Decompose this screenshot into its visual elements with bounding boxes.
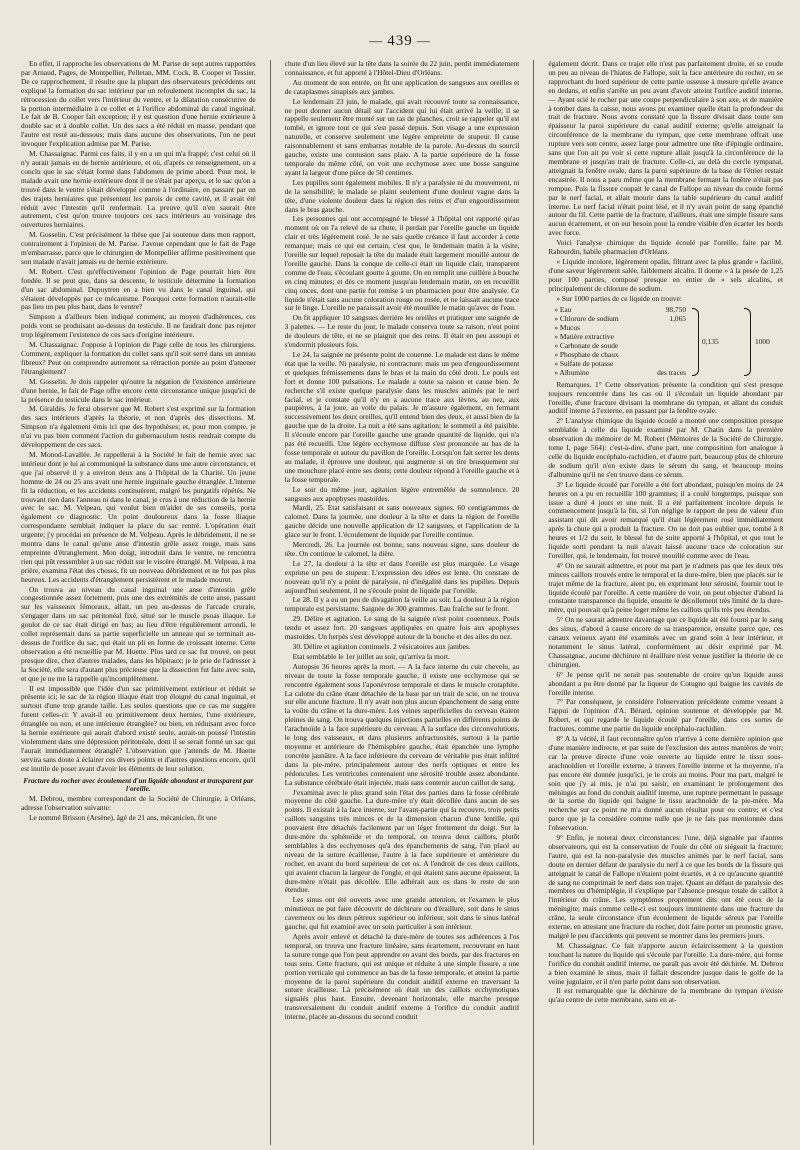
row-value [648,351,686,360]
page-header [0,31,800,51]
paragraph: « Liquide incolore, légèrement opalin, filtrant avec la plus grande » facilité, d'une saveur légèrement salée, faiblement alcalin. Il donne » à la pesée de 1,25 pour 100 parties, composé presque en entier de » sels alcalins, et principalement de chlorure de sodium. [548,256,784,293]
paragraph: Mercredi, 26. La journée est bonne, sans nouveau signe, sans douleur de tête. On continue le calomel, la diète. [284,540,520,558]
paragraph: Les sinus ont été ouverts avec une grande attention, et l'examen le plus minutieux ne put faire découvrir de déchirure ou d'éraillure, soit dans le sinus caverneux ou les deux pétreux supérieur ou inférieur, soit dans le sinus latéral gauche, qui fut examiné avec un soin particulier à son intérieur. [284,895,520,932]
brace-right [744,308,751,375]
paragraph: En effet, il rapproche les observations de M. Parise de sept autres rapportées par Arnaud, Pages, de Montpellier, Pelletan, MM. Cock, B. Cooper et Tessier. De ce rapprochement, il résulte que la plupart des observateurs précédents ont expliqué la formation du sac intérieur par un refoulement incomplet du sac, la rétrocession du collet vers l'intérieur du ventre, et la dilatation consécutive de la portion intermédiaire à ce collet et à l'orifice abdominal du canal inguinal. Le fait de B. Cooper fait exception; il y est question d'une hernie extérieure à double sac et à double collet. Un des sacs a été réduit en masse, pendant que l'autre est resté au-dessous; mais dans aucune des observations, l'on ne peut invoquer l'explication admise par M. Parise. [21,60,256,149]
row-value: des traces [657,367,687,377]
row-label: » Sulfate de potasse [554,358,614,368]
paragraph: Le lendemain 23 juin, le malade, qui avait recouvré toute sa connaissance, ne peut donner aucun détail sur l'accident qui lui était arrivé la veille; il se rappelle seulement être monté sur un tas de planches, croit se rappeler qu'il est tombé, et ignore tout ce qui s'est passé depuis. Son visage a une expression naturelle, et conserve seulement une légère empreinte de stupeur. Il cause raisonnablement et sans embarras notable de la parole. Au-dessus du sourcil gauche, existe une contusion sans plaie. A la partie supérieure de la fosse temporale du même côté, on voit une ecchymose avec une bosse sanguine ayant la largeur d'une pièce de 50 centimes. [284,96,520,177]
column-rule [533,60,534,1145]
paragraph: M. Chassaignac. J'oppose à l'opinion de Page celle de tous les chirurgiens. Comment, expliquer la formation du collet sans qu'il soit serré dans un anneau fibreux? Peut on comprendre autrement sa rétraction portée au point d'amener l'étranglement? [21,340,256,376]
paragraph: Après avoir enlevé et détaché la dure-mère de toutes ses adhérences à l'os temporal, on trouva une fracture linéaire, sans écartement, recouvrant en haut la suture ronge que l'on peut apprendre en avant des bords, par des fractures en tous sens. Cette fracture, qui est unique et réduite à une simple fissure, a une portion verticale qui commence au bas de la fosse temporale, et atteint la partie moyenne de la paroi supérieure du conduit auditif externe en traversant la suture écailleuse. Là précisément où était un des caillots ecchymotiques signalés plus haut. Ensuite, devenant horizontale, elle marche presque transversalement du conduit auditif externe à l'orifice du conduit auditif interne, placée au-dessous du second conduit [284,932,520,1022]
row-label: » Albumine [554,367,590,377]
paragraph: Etat semblable le 1er juillet au soir, qu'arriva la mort. [292,651,450,661]
paragraph: 8° A la vérité, il faut reconnaître qu'on n'arrive à cette dernière opinion que d'une manière indirecte, et par suite de l'exclusion des autres manières de voir; car la preuve directe d'une voie ouverte au liquide entre le tissu sous-arachnoïdien et l'oreille externe, à travers l'oreille interne et la moyenne, n'a pas encore été donnée jusqu'ici, je le crois au moins. Pour ma part, malgré le soin que j'y ai mis, je n'ai pu saisir, en examinant le prolongement des méninges au fond du conduit auditif interne, une rupture permettant le passage de la sortie du liquide qui baigne le tissu arachnoïde de la pie-mère. Ma recherche sur ce point ne m'a donné aucun résultat pour ou contre; et c'est parce que je la considère comme nulle que je ne fais pas mentionnée dans l'observation. [548,734,784,833]
brace-left [692,308,699,375]
row-value: 98,750 [665,305,687,315]
page-number: 439 [387,32,413,49]
column-3 [548,60,783,1145]
analysis-total [755,306,783,377]
paragraph: 7° Par conséquent, je considère l'observation précédente comme venant à l'appui de l'opinion d'A. Bérard, opinion soutenue et développée par M. Robert, et qui regarde le liquide écoulé par l'oreille, dans ces sortes de fractures, comme une partie du liquide encéphalo-rachidien. [548,697,784,734]
paragraph: M. Giraldès. Je ferai observer que M. Robert s'est exprimé sur la formation des sacs intérieurs d'après la théorie, et non d'après des dissections. M. Simpson n'a également émis ici que des hypothèses; et, pour mon compte, je n'ai vu pas bien comment l'action du gubernaculum testis rendrait compte du développement de ces sacs. [21,404,256,450]
paragraph: Les personnes qui ont accompagné le blessé à l'hôpital ont rapporté qu'au moment où on l'a relevé de sa chute, il perdait par l'oreille gauche un liquide clair et très légèrement rosé. Je ne sais quelle créance il faut accorder à cette remarque; mais ce qui est certain, c'est que, le lendemain matin à la visite, l'oreille sur lequel reposait la tête du malade était largement mouillé autour de l'oreille gauche. Dans la conque de celle-ci était un liquide clair, transparent comme de l'eau, s'écoulant goutte à goutte. On en remplit une cuillère à bouche en cinq minutes; et dès ce moment jusqu'au lendemain matin, on en recueillit cinq onces, dont une partie fut remise à un pharmacien pour être analysée. Ce liquide n'était sans aucune coloration rouge ou rosée, et ne laissait aucune trace sur le linge. L'oreille ne paraissait avoir été mouillée le matin qu'avec de l'eau. [284,214,520,313]
row-value [648,342,686,351]
paragraph: 3° Le liquide écoulé par l'oreille a été fort abondant, puisqu'en moins de 24 heures on a pu en recueillir 100 grammes; il a coulé longtemps, puisque son issue a duré 4 jours et une nuit. Il a été parfaitement incolore depuis le commencement jusqu'à la fin, si l'on néglige le rapport de peu de valeur d'un assistant qui dit avoir remarqué qu'il était légèrement rosé immédiatement après la chute qui a produit la fracture. On ne doit pas oublier que, tombé à 8 heures et 1/2 du soir, le blessé fut de suite apporté à l'hôpital, et que tout le liquide sorti pendant la nuit n'avait laissé aucune trace de coloration sur l'oreiller, qui, le lendemain, fut trouvé mouillé comme avec de l'eau. [548,479,784,560]
analysis-table [554,306,783,377]
analysis-subtotal [702,306,742,377]
paragraph: Il est remarquable que la déchirure de la membrane du tympan n'existe qu'au centre de cette membrane, sans en at- [548,986,784,1005]
paragraph: J'examinai avec le plus grand soin l'état des parties dans la fosse cérébrale moyenne du côté gauche. La dure-mère n'y était décollée dans aucun de ses points. Il existait à la face interne, sur l'avant-partie qui la recouvre, trois petits caillots sanguins très minces et de la dimension chacun d'une lentille, qui pouvaient être détachés facilement par un léger frottement du doigt. Sur la dure-mère du sphénoïde et du temporal, on trouva deux caillots, plutôt semblables à des ecchymoses qu'à des épanchements de sang, l'un placé au niveau de la suture écailleuse, l'autre à la face supérieure et antérieure du rocher, en avant du bord supérieur de cet os. A l'endroit de ces deux caillots, qui avaient chacun la largeur de l'ongle, et qui étaient sans aucune épaisseur, la dure-mère n'était pas décollée. Elle adhérait aux os dans le reste de son étendue. [284,787,520,895]
paragraph: Autopsie 36 heures après la mort. — A la face interne du cuir chevelu, au niveau de toute la fosse temporale gauche, il existe une ecchymose qui se rencontre également sous l'aponévrose temporale et dans le muscle crotaphite. La calotte du crâne étant détachée de la base par un trait de scie, on ne trouva sur elle aucune fracture. Il n'y avait non plus aucun épanchement de sang entre la voûte du crâne et la dure-mère. Les veines superficielles du cerveau étaient pleines de sang. On trouva quelques injections partielles en différents points de l'arachnoïde à la face supérieure du cerveau. A la surface des circonvolutions, le long des vaisseaux, et dans plusieurs anfractuosités, surtout à la partie moyenne et antérieure de l'hémisphère gauche, était épanchée une lymphe concrète jaunâtre. A la face inférieure du cerveau de véritable pus était infiltré dans la pie-mère, principalement autour des nerfs optiques et entre les pédoncules. Les ventricules contenaient une sérosité trouble assez abondante. La substance cérébrale était injectée, mais sans contenir aucun caillot de sang. [284,661,520,787]
paragraph: On fit appliquer 10 sangsues derrière les oreilles et pratiquer une saignée de 3 palettes. — Le reste du jour, le malade conserva toute sa raison, n'eut point de douleurs de tête, et ne se plaignit que des reins. Il était en peu assoupi et s'endormit plusieurs fois. [284,313,520,350]
paragraph: Remarques. 1° Cette observation présente la condition qui s'est presque toujours rencontrée dans les cas où il s'écoulait un liquide abondant par l'oreille, d'une fracture divisant la membrane du tympan, et allant du conduit auditif interne à l'externe, en passant par la fenêtre ovale. [548,379,784,416]
subtotal-value: 0,135 [702,336,719,346]
paragraph: On trouva au niveau du canal inguinal une anse d'intestin grêle congestionnée assez fortement, puis une des extrémités de cette anse, passant sur les vaisseaux fémoraux, allait, un peu au-dessus de l'arcade crurale, s'engager dans un sac péritonéal fixé, situé sur le muscle psoas iliaque. Le goulot de ce sac était dirigé en bas; au lieu d'être régulièrement arrondi, le collet représentait dans sa partie superficielle un anneau qui se terminait au-dessus de l'orifice du sac, qui était un pli en forme de croissant interne. Cette observation a été recueillie par M. Huette. Plus tard ce sac fut trouvé, on peut presque dire, chez d'autres malades, dans les hôpitaux; je le prie de l'adresser à la Société, elle sera d'autant plus précieuse que la dissection fut faite avec soin, et que je ne me la rappelle qu'incomplètement. [21,584,256,683]
paragraph: 9° Enfin, je noterai deux circonstances: l'une, déjà signalée par d'autres observateurs, qui est la conservation de l'ouïe du côté où siégeait la fracture; l'autre, qui est la non-paralysie des muscles animés par le nerf facial, sans doute en dernier défaut de paralysie du nerf à ce que les bords de la fissure qui atteignait le canal de Fallope n'étaient point écartés, et à ce qu'aucune quantité de sang ne comprimait le nerf dans son trajet. Quant au défaut de paralysie des membres ou d'hémiplégie, il s'explique par l'absence presque totale de caillot à l'intérieur du crâne. Les symptômes proprement dits ont été ceux de la méningite; mais comme celle-ci est toujours imminente dans une fracture du crâne, la seule circonstance d'un écoulement de liquide séreux par l'oreille externe, en attestant une fracture du rocher, doit faire porter un pronostic grave, malgré le peu d'accidents qui peuvent se montrer dans les premiers jours. [548,833,784,940]
paragraph: Le nommé Brisson (Arsène), âgé de 21 ans, mécanicien, fit une [29,813,217,823]
paragraph: Simpson a d'ailleurs bien indiqué comment, au moyen d'adhérences, ces poids vont se produisant au-dessus du testicule. Il ne faudrait donc pas rejeter trop légèrement l'existence de ces sacs d'origine intérieure. [21,312,256,340]
column-rule [270,60,271,1145]
paragraph: 4° On ne saurait admettre, et pour ma part je n'admets pas que les deux très minces caillots trouvés entre le temporal et la dure-mère, bien que placés sur le trajet même de la fracture, aient pu, en exprimant leur sérosité, fournir tout le liquide écoulé par l'oreille. A cette manière de voir, on peut objecter d'abord la constante transparence du liquide, ensuite le décollement très limité de la dure-mère, qui pouvait qu'à peine loger même les caillots qu'ils très peu étendus. [548,560,784,615]
header-dash-right: — [416,33,431,48]
column-2 [285,60,520,1145]
paragraph: chute d'un lieu élevé sur la tête dans la soirée du 22 juin, perdit immédiatement connaissance, et fut apporté à l'Hôtel-Dieu d'Orléans. [284,60,520,77]
paragraph: Mardi, 25. Etat satisfaisant et sans nouveaux signes. 60 centigrammes de calomel. Dans la journée, une douleur à la tête et dans la région de l'oreille gauche décide une nouvelle application de 12 sangsues, et l'application de la glace sur le front. L'écoulement de liquide par l'oreille continue. [284,503,520,540]
paragraph: M. Chassaignac. Parmi ces faits, il y en a un qui m'a frappé; c'est celui où il n'y aurait jamais eu de hernie antérieure, et où, d'après ce renseignement, on a conclu que le sac s'était formé dans l'abdomen de prime abord. Pour moi, le malade avait une hernie extérieure dont il ne s'était par aperçu, et le sac qu'on a trouvé dans le ventre s'était développé comme à l'ordinaire, en passant par un des trajets herniaires que présentent les parois de cette cavité, et il avait été réduit avec l'intestin qu'il renfermait. La preuve qu'il n'en saurait être autrement, c'est qu'on trouve toujours ces sacs intérieurs au voisinage des ouvertures herniaires. [21,149,256,230]
row-value [648,324,686,333]
paragraph: Les pupilles sont également mobiles. Il n'y a paralysie ni du mouvement, ni de la sensibilité; le malade se plaint seulement d'une douleur vague dans la tête, d'une violente douleur dans la région des reins et d'un engourdissement dans le bras gauche. [284,177,520,214]
paragraph: Le soir du même jour, agitation légère entremêlée de somnolence. 20 sangsues aux apophyses mastoïdes. [284,484,520,503]
paragraph: Le 24, la saignée ne présente point de couenne. Le malade est dans le même état que la veille. Ni paralysie, ni contracture; mais un peu d'engourdissement et quelques frémissements dans le bras et la main du côté droit. Le pouls est fort et donne 100 pulsations. Le malade a toute sa raison et cause bien. Je recherche s'il existe quelque paralysie dans les muscles animés par le nerf facial, et je constate qu'il n'y en a aucune trace aux lèvres, au nez, aux paupières, à la joue, au voile du palais. Je m'assure également, en fermant successivement les deux oreilles, qu'il entend bien des deux, et aussi bien de la gauche que de la droite. La nuit a été sans agitation; le sommeil a été paisible. Il s'écoule encore par l'oreille gauche une grande quantité de liquide, qui n'a pas été recueilli. Une légère ecchymose diffuse s'est prononcée au bas de la fosse temporale et autour du pavillon de l'oreille. Lorsqu'on fait serrer les dents au malade, il éprouve une douleur, qui augmente si on tire brusquement sur une mouchure placé entre ses dents; cette douleur répond à l'oreille gauche et à la fosse temporale. [284,350,520,484]
paragraph: 30. Délire et agitation continuels. 2 vésicatoires aux jambes. [292,642,471,651]
row-label: » Chlorure de sodium [554,314,619,324]
section-title: Fracture du rocher avec écoulement d'un liquide abondant et transparent par l'oreille. [23,776,254,793]
paragraph: Le 27, la douleur à la tête et dans l'oreille est plus marquée. Le visage exprime un peu de stupeur. L'expression des idées est lente. On constate de nouveau qu'il n'y a point de paralysie, ni d'inégalité dans les pupilles. Depuis aujourd'hui seulement, il ne s'écoule point de liquide par l'oreille. [284,558,520,595]
header-dash-left: — [369,33,384,48]
analysis-row [554,369,692,378]
paragraph: M. Gosselin. Je dois rappeler qu'outre la négation de l'existence antérieure d'une hernie, le fait de Page offre encore cette circonstance unique jusqu'ici de la présence du testicule dans le sac intérieur. [21,376,256,404]
paragraph: M. Chassaignac. Ce fait n'apporte aucun éclaircissement à la question touchant la nature du liquide qui s'écoule par l'oreille. La dure-mère, qui forme l'orifice du conduit auditif interne, ne paraît pas avoir été déchirée. M. Debrou a bien examiné le sinus, mais il fallait descendre jusque dans le golfe de la veine jugulaire, et il n'en parle point dans son observation. [548,940,784,986]
row-label: » Matière extractive [554,332,614,342]
row-label: » Mucus [554,323,581,333]
paragraph: M. Monod-Lavallée. Je rappellerai à la Société le fait de hernie avec sac intérieur dont je lui ai communiqué la substance dans une autre circonstance, et que j'ai observé il y a environ deux ans à l'hôpital de la Charité. Un jeune homme de 24 ou 25 ans avait une hernie inguinale gauche étranglée. L'interne fit la réduction, et les accidents continuèrent, malgré les purgatifs répétés. Ne trouvant rien dans l'anneau ni dans le canal, je crus à une réduction de la hernie avec le sac. M. Velpeau, qui voulut bien m'aider de ses conseils, porta également ce diagnostic. Un point douloureux dans la fosse iliaque correspondante semblait indiquer la place du sac rentré. L'opération était urgente; j'y procédai en présence de M. Velpeau. Après le débridement, il ne se montra dans le canal qu'une anse d'intestin grêle assez rouge, mais sans empreinte d'étranglement. Mon doigt, introduit dans le ventre, ne rencontra rien qui pût ressembler à un sac réduit sur le viscère étranglé. M. Velpeau, à ma prière, examina l'état des choses, fit un nouveau débridement et ne fut pas plus heureux. Les accidents d'étranglement persistèrent et le malade mourut. [21,449,256,584]
paragraph: » Sur 1000 parties de ce liquide on trouve: [556,293,682,303]
paragraph: 5° On ne saurait admettre davantage que ce liquide ait été fourni par le sang des sinus, d'abord à cause encore de sa transparence, ensuite parce que, ces canaux veineux ayant été examinés avec un grand soin à leur intérieur, et notamment le sinus latéral, conformément au désir exprimé par M. Chassaignac, aucune déchirure ni éraillure n'est venue justifier la théorie de ce chirurgien. [548,615,784,669]
row-label: » Eau [554,305,572,315]
paragraph: Voici l'analyse chimique du liquide écoulé par l'oreille, faite par M. Rabourdin, habile pharmacien d'Orléans. [548,238,784,257]
paragraph: également décrit. Dans ce trajet elle n'est pas parfaitement droite, et se coude un peu au niveau de l'hiatus de Fallope, suit la face antérieure du rocher, en se rapprochant du bord supérieur de cette partie osseuse à mesure qu'elle avance en dedans, et enfin s'arrête un peu avant d'avoir atteint l'orifice auditif interne. — Ayant scié le rocher par une coupe perpendiculaire à son axe, et de manière à tomber dans la caisse, nous avons pu examiner quelle était la profondeur du trait de fracture. Nous avons constaté que la fissure divisait dans toute son épaisseur la paroi supérieure du canal auditif externe; qu'elle atteignait la circonférence de la membrane du tympan, que cette membrane offrait une rupture vers son centre, assez large pour admettre une tête d'épingle ordinaire, sans que l'on ait pu voir si cette rupture allait jusqu'à la circonférence de la membrane et jusqu'au trait de fracture. Celle-ci, au delà du cercle tympanal, atteignait la fenêtre ovale, dans la paroi supérieure de la base de l'étrier restait encastrée. Il nous a paru même que la membrane fermant la fenêtre n'était pas rompue. Puis la fissure coupait le canal de Fallope au niveau du coude formé par le nerf facial, et allait mourir dans la table supérieure du canal auditif interne. Le nerf facial n'était point lésé, et il n'y avait point de sang épanché autour du fil. Cette partie de la fracture, d'ailleurs, était une simple fissure sans aucun écartement, et on eut besoin pour la rendre visible d'en écarter les bords avec force. [548,60,784,238]
paragraph: M. Robert. C'est qu'effectivement l'opinion de Page pourrait bien être fondée. Il se peut que, dans sa descente, le testicule détermine la formation d'un sac abdominal. Dupuytren en a bien vu dans le canal inguinal, qui s'étaient développés par ce mécanisme. Pourquoi cette formation n'aurait-elle pas lieu un peu plus haut, dans le ventre? [21,266,256,312]
paragraph: 29. Délire et agitation. Le sang de la saignée n'est point couenneux. Pouls tendu et assez fort. 20 sangsues appliquées en quatre fois aux apophyses mastoïdes. Un herpès s'est développé autour de la bouche et des ailes du nez. [284,614,520,642]
total-value: 1000 [755,336,770,346]
analysis-rows [554,306,692,377]
paragraph: 6° Je pense qu'il ne serait pas soutenable de croire qu'un liquide aussi abondant a pu être donné par la liqueur de Cotugno qui baigne les cavités de l'oreille interne. [548,669,784,697]
paragraph: Le 28. Il y a eu un peu de divagation la veille au soir. La douleur à la région temporale est persistante. Saignée de 300 grammes. Eau fraîche sur le front. [284,595,520,614]
row-value [648,333,686,342]
paragraph: Au moment de son entrée, on fit une application de sangsues aux oreilles et de cataplasmes sinapisés aux jambes. [284,77,520,96]
row-label: » Phosphate de chaux [554,350,619,359]
paragraph: M. Gosselin. C'est précisément la thèse que j'ai soutenue dans mon rapport, contrairement à l'opinion de M. Parise. J'avoue cependant que le fait de Page m'embarrasse, parce que le chirurgien de Montpellier affirme positivement que son malade n'avait jamais eu de hernie extérieure. [21,230,256,266]
row-label: » Carbonate de soude [554,341,619,351]
row-value: 1,065 [669,314,687,324]
paragraph: 2° L'analyse chimique du liquide écoulé a montré une composition presque semblable à celle du liquide examiné par M. Chatin dans la première observation du mémoire de M. Robert (Mémoires de la Société de Chirurgie, tome I, page 564): c'est-à-dire, d'une part, une composition fort analogue à celle du liquide encéphalo-rachidien, et d'autre part, beaucoup plus de chlorure de sodium qu'il n'en existe dans le sérum du sang, et beaucoup moins d'albumine qu'il ne s'en trouve dans ce sérum. [548,416,784,479]
column-1 [21,60,256,1145]
text-columns [21,60,783,1145]
paragraph: Il est impossible que l'idée d'un sac primitivement extérieur et réduit se présente ici; le sac de la région iliaque était trop éloigné du canal inguinal, et surtout d'une trop grande taille. Les seules questions que ce cas me suggère furent celles-ci: Y avait-il eu primitivement deux hernies, l'une extérieure, étranglée ou non, et une intérieure étranglée? ou bien, en réduisant avec force la hernie extérieure qui aurait d'abord existé seule, aurait-on poussé l'intestin violemment dans une dépression péritonéale, dont il se serait formé un sac qui l'aurait immédiatement étranglé? L'observation que j'attends de M. Huette servira sans doute à éclairer ces divers points et d'autres questions encore, qu'il est inutile de poser avant d'avoir les éléments de leur solution. [21,683,256,773]
paragraph: M. Debrou, membre correspondant de la Société de Chirurgie, à Orléans, adresse l'observation suivante: [21,794,256,813]
